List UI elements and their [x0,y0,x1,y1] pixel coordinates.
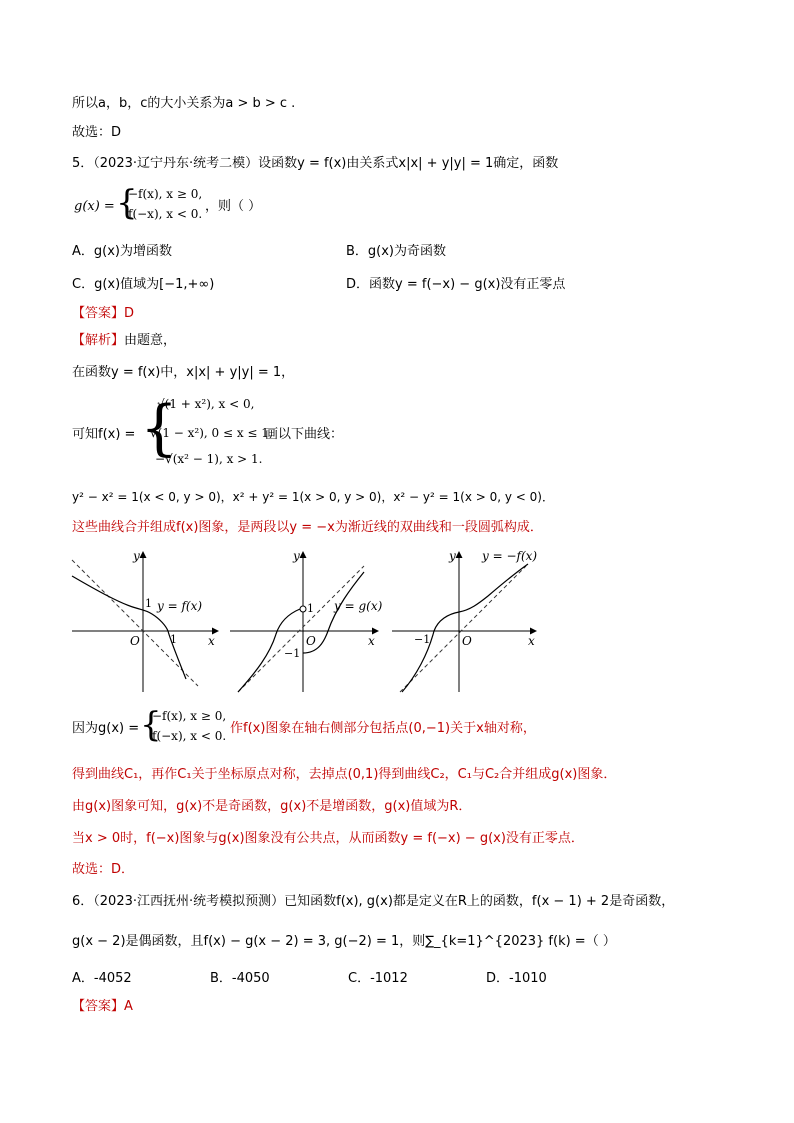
answer-6: 【答案】A [72,999,133,1014]
q5-g-case2: f(−x), x < 0. [128,207,203,221]
q6-line2: g(x − 2)是偶函数，且f(x) − g(x − 2) = 3, g(−2) = 1，则∑_{k=1}^{2023} f(k) =（ ） [72,934,616,949]
f-case3: −√(x² − 1), x > 1. [155,452,263,466]
brace-icon: { [116,183,138,223]
graph-g [230,549,383,692]
option-c: C．g(x)值域为[−1,+∞) [72,277,215,292]
q6-option-b: B．-4050 [210,971,270,986]
label-x: x [528,634,535,648]
f-case2: √(1 − x²), 0 ≤ x ≤ 1, [150,426,273,440]
curve-label: y = −f(x) [482,549,538,563]
q5-g-lhs: g(x) = [74,199,115,214]
option-d: D．函数y = f(−x) − g(x)没有正零点 [346,277,566,292]
text-line-from: 由g(x)图象可知，g(x)不是奇函数，g(x)不是增函数，g(x)值域为R． [72,799,472,814]
q5-g-tail: ，则（ ） [205,199,262,214]
label-y: y [449,549,456,563]
label-origin: O [306,634,316,648]
label-origin: O [130,634,140,648]
asymptote [238,566,364,692]
answer-5: 【答案】D [72,306,135,321]
f-lhs: 可知f(x) = [72,427,136,442]
analysis-text: 由题意， [124,333,177,348]
curve-label: y = g(x) [334,599,383,613]
analysis-tag: 【解析】 [72,333,125,348]
text-line-curves: y² − x² = 1(x < 0, y > 0)，x² + y² = 1(x > 0, y > 0)，x² − y² = 1(x > 0, y < 0)． [72,490,554,504]
q5-g-case1: −f(x), x ≥ 0, [128,187,203,201]
text-line-choose-d: 故选：D． [72,862,135,877]
graphs-figure [66,544,546,696]
label-y: y [133,549,140,563]
brace-icon: { [140,705,162,745]
text-line-get: 得到曲线C₁，再作C₁关于坐标原点对称，去掉点(0,1)得到曲线C₂，C₁与C₂合并组成g(x)图象． [72,767,617,782]
g2-case2: f(−x), x < 0. [152,729,227,743]
open-point [300,606,306,612]
text-line-function: 在函数y = f(x)中，x|x| + y|y| = 1， [72,365,295,380]
f-case1: √(1 + x²), x < 0, [157,397,255,411]
option-b: B．g(x)为奇函数 [346,244,447,259]
analysis-line [72,332,176,350]
graph-neg-f [392,549,537,692]
label-x: x [368,634,375,648]
label-y: y [293,549,300,563]
text-line-choose: 故选：D [72,125,122,140]
curve-label: y = f(x) [157,599,203,613]
q5-heading: 5．（2023·辽宁丹东·统考二模）设函数y = f(x)由关系式x|x| + y|y| = 1确定，函数 [72,156,559,171]
f-tail: 画以下曲线： [265,427,344,442]
graph-f [72,549,218,692]
because-lhs: 因为g(x) = [72,721,140,736]
q6-heading: 6．（2023·江西抚州·统考模拟预测）已知函数f(x), g(x)都是定义在R上的函数，f(x − 1) + 2是奇函数， [72,894,675,909]
asymptote [400,566,526,692]
text-line-conclusion: 所以a，b，c的大小关系为a > b > c . [72,96,296,111]
tick-1-y: 1 [145,597,152,610]
curve-f [72,576,186,679]
option-a: A．g(x)为增函数 [72,244,172,259]
brace-icon: { [140,393,179,463]
because-tail: 作f(x)图象在轴右侧部分包括点(0,−1)关于x轴对称， [230,721,536,736]
label-origin: O [462,634,472,648]
tick-1-x: 1 [170,633,177,646]
g2-case1: −f(x), x ≥ 0, [152,709,227,723]
tick-m1: −1 [414,633,431,646]
tick-1-y: 1 [307,602,314,615]
q6-option-d: D．-1010 [486,971,547,986]
text-line-when: 当x > 0时，f(−x)图象与g(x)图象没有公共点，从而函数y = f(−x) − g(x)没有正零点． [72,831,584,846]
text-line-combine: 这些曲线合并组成f(x)图象，是两段以y = −x为渐近线的双曲线和一段圆弧构成． [72,520,543,535]
label-x: x [208,634,215,648]
asymptote [72,560,198,686]
q6-option-c: C．-1012 [348,971,408,986]
q6-option-a: A．-4052 [72,971,132,986]
tick-m1: −1 [284,647,301,660]
